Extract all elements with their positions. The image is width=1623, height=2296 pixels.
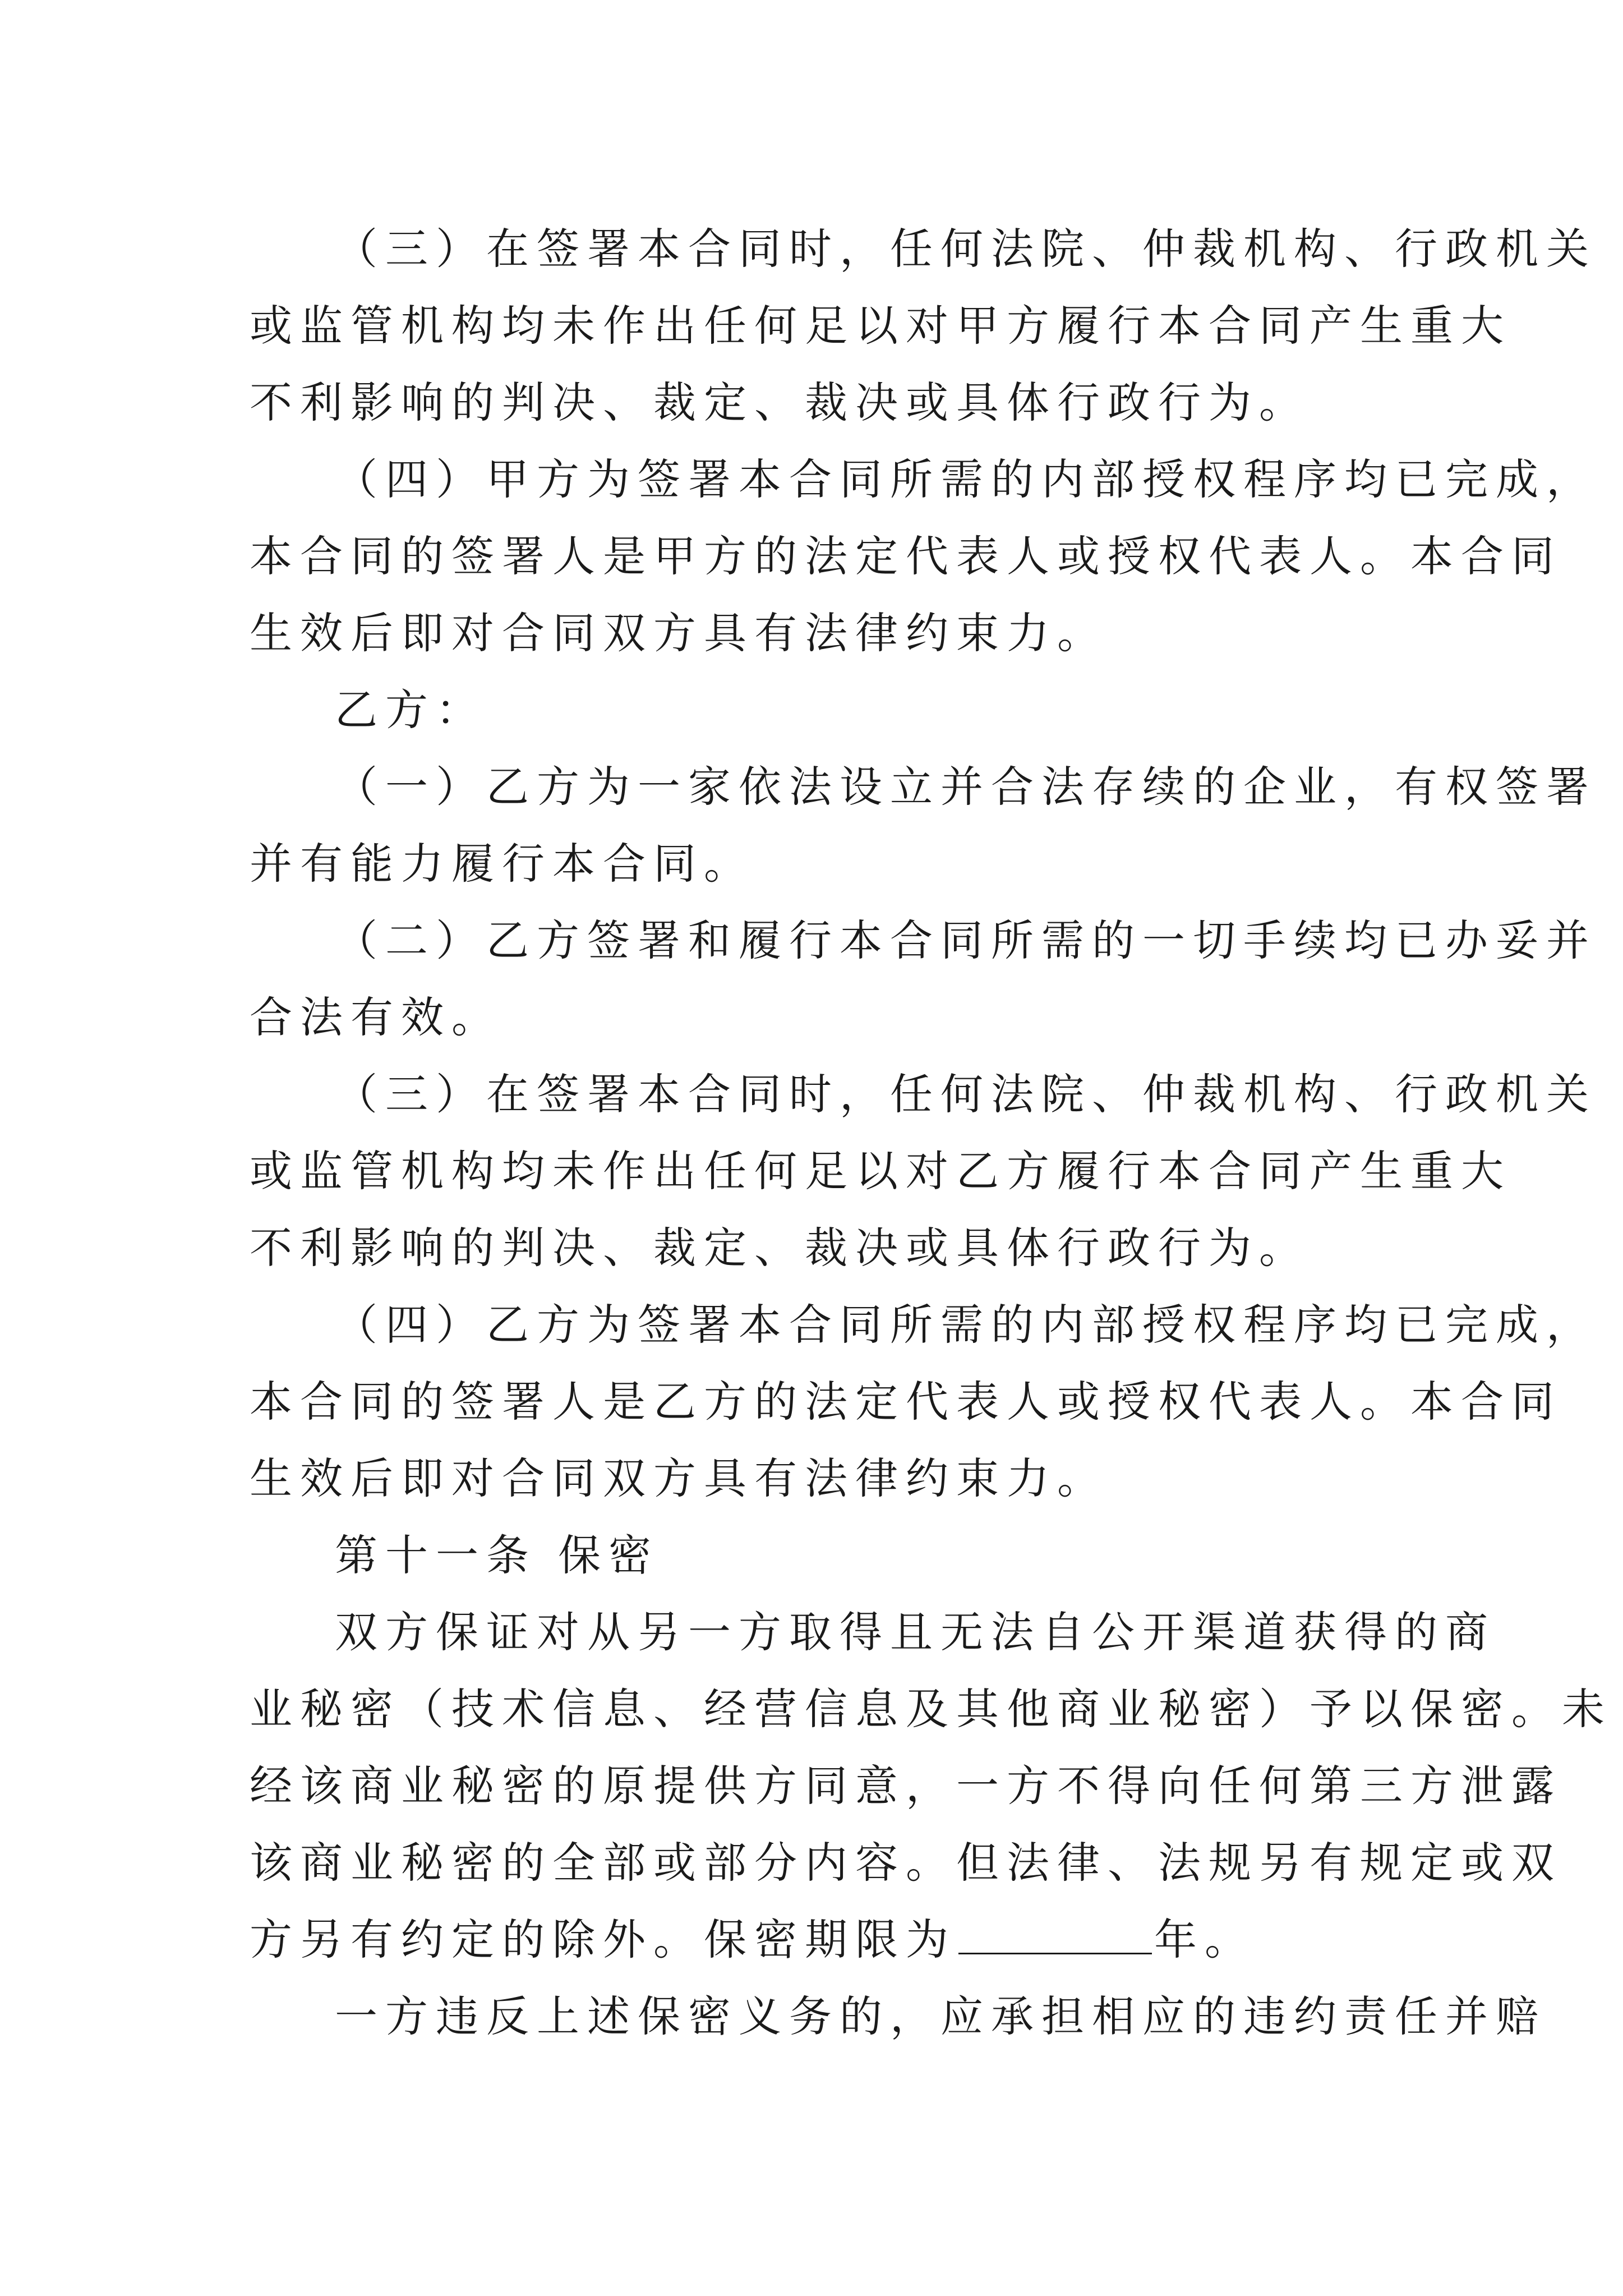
- paragraph-line: 生效后即对合同双方具有法律约束力。: [250, 608, 1108, 658]
- article-heading: 第十一条 保密: [335, 1530, 660, 1580]
- confidentiality-term-unit: 年。: [1154, 1915, 1255, 1964]
- paragraph-line: 生效后即对合同双方具有法律约束力。: [250, 1453, 1108, 1503]
- paragraph-line: （三）在签署本合同时，任何法院、仲裁机构、行政机关: [335, 224, 1597, 274]
- paragraph-line: 经该商业秘密的原提供方同意，一方不得向任何第三方泄露: [250, 1761, 1562, 1811]
- paragraph-line: 一方违反上述保密义务的，应承担相应的违约责任并赔: [335, 1991, 1546, 2041]
- confidentiality-term-text: 方另有约定的除外。保密期限为: [250, 1915, 956, 1964]
- paragraph-line: 或监管机构均未作出任何足以对乙方履行本合同产生重大: [250, 1146, 1511, 1196]
- confidentiality-term-line: [250, 1901, 1377, 1978]
- paragraph-line: （四）乙方为签署本合同所需的内部授权程序均已完成，: [335, 1300, 1597, 1350]
- paragraph-line: （一）乙方为一家依法设立并合法存续的企业，有权签署: [335, 762, 1597, 812]
- paragraph-line: 业秘密（技术信息、经营信息及其他商业秘密）予以保密。未: [250, 1684, 1612, 1734]
- paragraph-line: 或监管机构均未作出任何足以对甲方履行本合同产生重大: [250, 301, 1511, 351]
- paragraph-line: 不利影响的判决、裁定、裁决或具体行政行为。: [250, 1223, 1310, 1273]
- paragraph-line: 合法有效。: [250, 992, 502, 1042]
- paragraph-line: 本合同的签署人是乙方的法定代表人或授权代表人。本合同: [250, 1377, 1562, 1427]
- paragraph-line: （三）在签署本合同时，任何法院、仲裁机构、行政机关: [335, 1069, 1597, 1119]
- party-heading: 乙方：: [335, 685, 486, 735]
- paragraph-line: 本合同的签署人是甲方的法定代表人或授权代表人。本合同: [250, 531, 1562, 581]
- paragraph-line: 并有能力履行本合同。: [250, 839, 754, 889]
- paragraph-line: 不利影响的判决、裁定、裁决或具体行政行为。: [250, 378, 1310, 427]
- confidentiality-term-blank: [958, 1913, 1152, 1954]
- paragraph-line: 双方保证对从另一方取得且无法自公开渠道获得的商: [335, 1607, 1496, 1657]
- paragraph-line: （二）乙方签署和履行本合同所需的一切手续均已办妥并: [335, 915, 1597, 965]
- paragraph-line: （四）甲方为签署本合同所需的内部授权程序均已完成，: [335, 454, 1597, 504]
- paragraph-line: 该商业秘密的全部或部分内容。但法律、法规另有规定或双: [250, 1838, 1562, 1888]
- document-page: [250, 210, 1612, 2055]
